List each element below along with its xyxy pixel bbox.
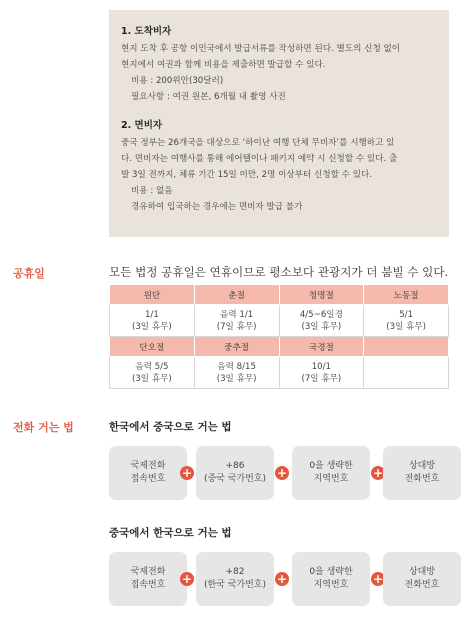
step-line: +86 [225, 461, 245, 471]
plus-icon: + [276, 572, 288, 586]
exempt-visa-title: 2. 면비자 [121, 120, 163, 131]
step-box [292, 446, 370, 500]
holiday-date: 음력 1/1 [220, 309, 254, 320]
holiday-cell [194, 305, 279, 337]
arrival-visa-line: 현지에서 여권과 함께 비용을 제출하면 발급할 수 있다. [121, 60, 326, 70]
holidays-intro: 모든 법정 공휴일은 연휴이므로 평소보다 관광지가 더 붐빌 수 있다. [109, 265, 449, 279]
holiday-date: 4/5~6일경 [299, 309, 343, 320]
holiday-name-empty [364, 337, 449, 357]
holiday-duration: (3일 휴무) [131, 321, 172, 332]
holiday-header-row [110, 337, 449, 357]
holiday-name: 중추절 [194, 337, 279, 357]
exempt-visa-cost: 비용 : 없음 [131, 186, 173, 196]
korea-to-china-flow [109, 446, 449, 500]
holiday-cell [279, 357, 364, 389]
step-line: 0을 생략한 [309, 461, 353, 471]
step-line: (한국 국가번호) [203, 580, 267, 590]
holiday-header-row [110, 285, 449, 305]
holiday-value-row [110, 357, 449, 389]
holiday-cell [194, 357, 279, 389]
exempt-visa-line: 다. 면비자는 여행사를 통해 에어텔이나 패키지 예약 시 신청할 수 있다. 출 [121, 154, 398, 164]
visa-info-box [109, 10, 449, 237]
holiday-duration: (3일 휴무) [131, 373, 172, 384]
holiday-duration: (7일 휴무) [301, 373, 342, 384]
holiday-date: 음력 8/15 [217, 361, 256, 372]
holiday-cell [110, 305, 195, 337]
step-box [196, 446, 274, 500]
arrival-visa-line: 현지 도착 후 공항 이민국에서 발급서류를 작성하면 된다. 별도의 신청 없이 [121, 44, 401, 54]
step-line: 국제전화 [130, 567, 166, 577]
holiday-cell-empty [364, 357, 449, 389]
step-box [109, 446, 187, 500]
holiday-date: 1/1 [144, 309, 159, 320]
step-line: (중국 국가번호) [203, 474, 267, 484]
holiday-name: 원단 [110, 285, 195, 305]
china-to-korea-heading: 중국에서 한국으로 거는 법 [109, 527, 232, 539]
step-box [196, 552, 274, 606]
korea-to-china-heading: 한국에서 중국으로 거는 법 [109, 421, 232, 433]
holiday-duration: (3일 휴무) [386, 321, 427, 332]
exempt-visa-line: 발 3일 전까지, 체류 기간 15일 미만, 2명 이상부터 신청할 수 있다. [121, 170, 373, 180]
holiday-value-row [110, 305, 449, 337]
holiday-duration: (3일 휴무) [216, 373, 257, 384]
step-line: 0을 생략한 [309, 567, 353, 577]
arrival-visa-title: 1. 도착비자 [121, 26, 172, 37]
exempt-visa-note: 경유하여 입국하는 경우에는 면비자 발급 불가 [131, 202, 303, 212]
holiday-date: 10/1 [311, 361, 332, 372]
holiday-cell [279, 305, 364, 337]
step-line: +82 [225, 567, 245, 577]
holiday-table [109, 284, 449, 389]
china-to-korea-flow [109, 552, 449, 606]
arrival-visa-requirements: 필요사항 : 여권 원본, 6개월 내 촬영 사진 [131, 92, 286, 102]
step-line: 접속번호 [130, 474, 166, 484]
step-line: 상대방 [408, 567, 436, 577]
plus-icon: + [372, 466, 384, 480]
step-box [383, 446, 461, 500]
plus-icon: + [372, 572, 384, 586]
plus-icon: + [181, 572, 193, 586]
holiday-duration: (3일 휴무) [301, 321, 342, 332]
holiday-name: 춘절 [194, 285, 279, 305]
step-line: 접속번호 [130, 580, 166, 590]
holiday-name: 단오절 [110, 337, 195, 357]
holiday-name: 노동절 [364, 285, 449, 305]
holidays-section-label: 공휴일 [13, 267, 45, 280]
holiday-name: 청명절 [279, 285, 364, 305]
step-box [292, 552, 370, 606]
exempt-visa-line: 중국 정부는 26개국을 대상으로 ‘하이난 여행 단체 무비자’를 시행하고 있 [121, 138, 395, 148]
step-line: 지역번호 [313, 474, 349, 484]
step-line: 전화번호 [404, 580, 440, 590]
holiday-cell [364, 305, 449, 337]
step-line: 국제전화 [130, 461, 166, 471]
holiday-cell [110, 357, 195, 389]
step-box [383, 552, 461, 606]
phone-section-label: 전화 거는 법 [13, 421, 74, 434]
plus-icon: + [276, 466, 288, 480]
holiday-date: 5/1 [399, 309, 414, 320]
step-line: 상대방 [408, 461, 436, 471]
holiday-name: 국경절 [279, 337, 364, 357]
arrival-visa-cost: 비용 : 200위안(30달러) [131, 76, 224, 86]
step-line: 전화번호 [404, 474, 440, 484]
step-line: 지역번호 [313, 580, 349, 590]
step-box [109, 552, 187, 606]
holiday-duration: (7일 휴무) [216, 321, 257, 332]
plus-icon: + [181, 466, 193, 480]
holiday-date: 음력 5/5 [135, 361, 169, 372]
